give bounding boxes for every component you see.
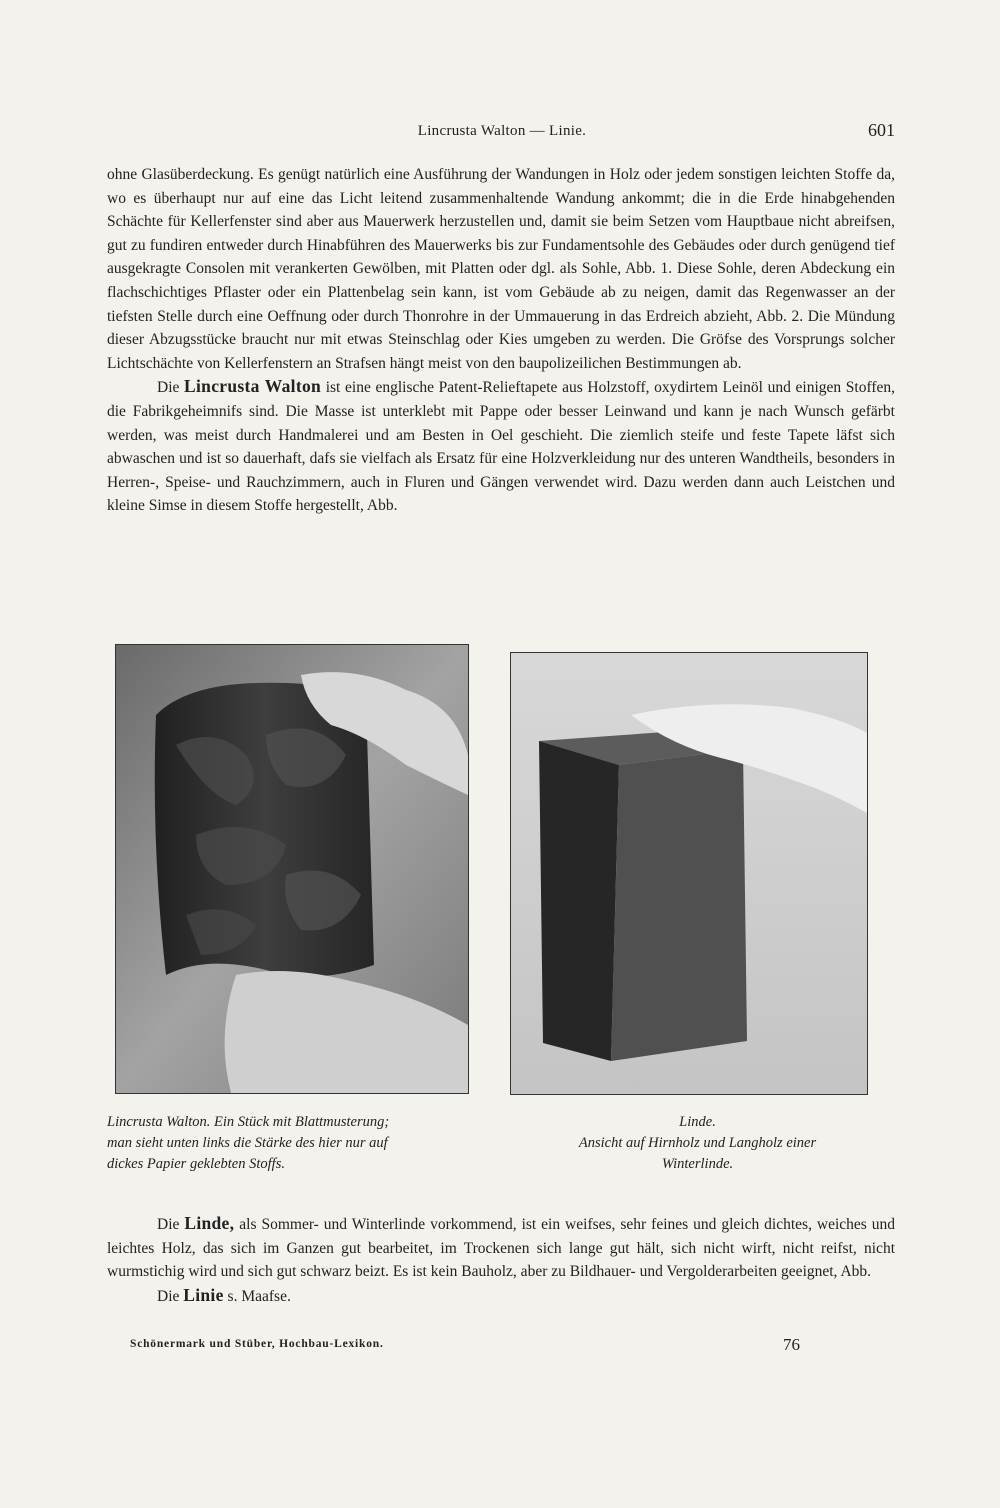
paragraph-lincrusta-body: ist eine englische Patent-Relieftapete aus Holzstoff, oxydirtem Leinöl und einigen Stoffen, die Fabrikgeheimnifs sind. Die Masse ist unterklebt mit Pappe oder besser Leinwand und kann je nach Wunsch gefärbt werden, was meist durch Handmalerei und am Besten in Oel geschieht. Die ziemlich steife und feste Tapete läfst sich abwaschen und ist so dauerhaft, dafs sie vielfach als Ersatz für eine Holzverkleidung nur des unteren Wandtheils, besonders in Herren-, Speise- und Rauchzimmern, auch in Fluren und Gängen verwendet wird. Dazu werden dann auch Leistchen und kleine Simse in diesem Stoffe hergestellt, Abb. <box>107 379 896 515</box>
keyword-linie: Linie <box>183 1284 224 1305</box>
upper-text-block <box>107 163 895 518</box>
paragraph-linde-intro: Die <box>157 1216 180 1233</box>
caption-linde-line2: Ansicht auf Hirnholz und Langholz einer <box>578 1135 817 1151</box>
lincrusta-sample-image <box>116 645 468 1093</box>
keyword-lincrusta-walton: Lincrusta Walton <box>184 376 322 397</box>
linde-block-image <box>511 653 867 1094</box>
caption-lincrusta-line2: man sieht unten links die Stärke des hier nur auf <box>107 1135 388 1151</box>
paragraph-linde-body: als Sommer- und Winterlinde vorkommend, ist ein weifses, sehr feines und gleich dichtes, weiches und leichtes Holz, das sich im Ganzen gut bearbeitet, im Trockenen sich lange gut hält, sich nicht wirft, nicht reifst, nicht wurmstichig wird und sich gut schwarz beizt. Es ist kein Bauholz, aber zu Bildhauer- und Vergolderarbeiten geeignet, Abb. <box>107 1216 896 1281</box>
paragraph-lincrusta <box>107 375 895 518</box>
paragraph-linie <box>107 1284 895 1309</box>
page-footer <box>130 1335 800 1359</box>
caption-lincrusta-line3: dickes Papier geklebten Stoffs. <box>107 1156 285 1172</box>
caption-lincrusta <box>107 1112 487 1175</box>
paragraph-linie-intro: Die <box>157 1287 180 1305</box>
caption-linde <box>515 1112 880 1175</box>
signature-number: 76 <box>783 1335 800 1354</box>
publisher-line: Schönermark und Stüber, Hochbau-Lexikon. <box>130 1338 384 1350</box>
paragraph-linde <box>107 1212 895 1284</box>
caption-lincrusta-line1: Lincrusta Walton. Ein Stück mit Blattmusterung; <box>107 1114 390 1130</box>
running-head <box>107 120 897 144</box>
page-number: 601 <box>868 120 895 140</box>
paragraph-linie-body: s. Maafse. <box>227 1287 291 1305</box>
figure-lincrusta-photo <box>115 644 469 1094</box>
paragraph-lichtschacht: ohne Glasüberdeckung. Es genügt natürlich eine Ausführung der Wandungen in Holz oder jedem sonstigen leichten Stoffe da, wo es überhaupt nur auf eine das Licht leitend zusammenhaltende Wandung ankommt; die in die Erde hinabgehenden Schächte für Kellerfenster sind aber aus Mauerwerk herzustellen und, damit sie beim Setzen vom Hauptbaue nicht abreifsen, gut zu fundiren entweder durch Hinabführen des Mauerwerks bis zur Fundamentsohle des Gebäudes oder durch genügend tief ausgekragte Consolen mit verankerten Gewölben, mit Platten oder dgl. als Sohle, Abb. 1. Diese Sohle, deren Abdeckung ein flachschichtiges Pflaster oder ein Plattenbelag sein kann, ist vom Gebäude ab zu neigen, damit das Regenwasser an der tiefsten Stelle durch eine Oeffnung oder durch Thonrohre in der Ummauerung in das Erdreich abzieht, Abb. 2. Die Mündung dieser Abzugsstücke braucht nur mit etwas Steinschlag oder Kies umgeben zu werden. Die Gröfse des Vorsprungs solcher Lichtschächte von Kellerfenstern an Strafsen hängt meist von den baupolizeilichen Bestimmungen ab. <box>107 166 895 372</box>
keyword-linde: Linde, <box>184 1213 235 1233</box>
running-title: Lincrusta Walton — Linie. <box>417 123 587 139</box>
paragraph-lincrusta-intro: Die <box>157 379 180 397</box>
figure-linde-photo <box>510 652 868 1095</box>
lower-text-block <box>107 1212 895 1308</box>
caption-linde-line3: Winterlinde. <box>661 1156 734 1172</box>
caption-linde-line1: Linde. <box>679 1114 716 1130</box>
